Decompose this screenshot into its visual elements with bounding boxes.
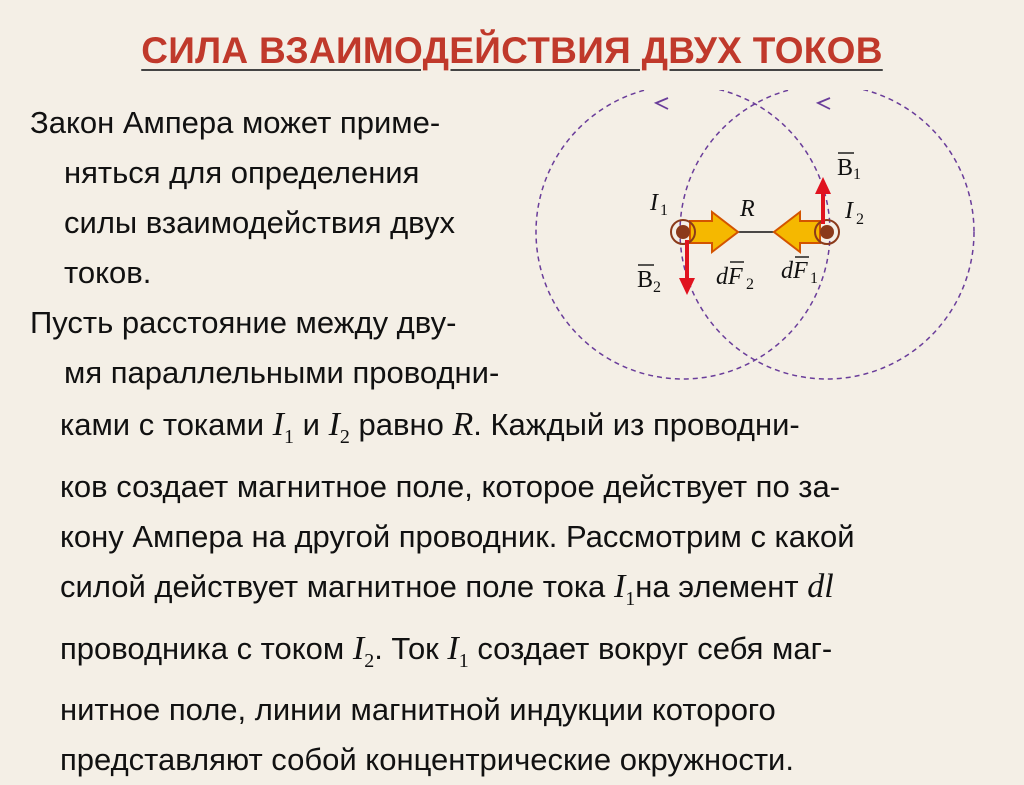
field-direction-arrow-2	[818, 98, 830, 109]
label-I1	[649, 190, 668, 219]
para-line2: ков создает магнитное поле, которое действует по за-	[60, 468, 841, 504]
para-line4-b: на элемент	[635, 568, 799, 604]
math-I1-a	[272, 406, 294, 448]
para-line4	[60, 562, 855, 624]
math-I1-c	[447, 629, 469, 672]
para-line1-d: . Каждый из проводни-	[473, 407, 800, 442]
label-I1-sub: 1	[660, 202, 668, 219]
math-I: I	[328, 406, 340, 443]
label-B2-sub: 2	[653, 279, 661, 296]
label-I2	[844, 198, 864, 228]
math-dl: dl	[807, 567, 834, 605]
para-line5-b: . Ток	[374, 630, 439, 666]
para-line5-a: проводника с током	[60, 630, 345, 666]
force-arrow-dF2	[690, 212, 738, 252]
para-line1-c: равно	[358, 407, 444, 442]
label-I2-sub: 2	[856, 211, 864, 228]
math-sub: 1	[625, 587, 636, 610]
math-I: I	[613, 567, 626, 605]
label-B1-sub: 1	[853, 166, 861, 183]
bullet1-line4: токов.	[64, 255, 152, 290]
conductor-2-dot	[820, 225, 834, 239]
force-arrow-dF1	[774, 212, 820, 252]
label-B1-letter: B	[837, 155, 854, 181]
label-B2	[637, 265, 661, 296]
para-line7: представляют собой концентрические окружности.	[60, 742, 794, 778]
math-sub: 2	[339, 425, 350, 448]
label-dF2-sub: 2	[746, 276, 754, 293]
math-I: I	[352, 629, 365, 667]
para-line5	[60, 624, 855, 686]
para-line1-b: и	[302, 407, 320, 442]
math-I2-a	[328, 406, 350, 448]
bullet2-line1: Пусть расстояние между дву-	[30, 305, 457, 340]
para-line6: нитное поле, линии магнитной индукции которого	[60, 692, 776, 728]
label-dF1-sub: 1	[810, 270, 818, 287]
math-I: I	[447, 629, 459, 667]
para-line3: кону Ампера на другой проводник. Рассмотрим с какой	[60, 518, 855, 554]
slide-title-text: СИЛА ВЗАИМОДЕЙСТВИЯ ДВУХ ТОКОВ	[141, 30, 883, 71]
field-direction-arrow-1	[656, 98, 668, 109]
label-dF1-letters: dF	[781, 258, 808, 284]
math-I1-b	[613, 567, 636, 610]
math-R: R	[452, 406, 474, 443]
para-line1	[60, 400, 855, 462]
para-line1-a: ками с токами	[60, 407, 265, 442]
bullet1-line3: силы взаимодействия двух	[64, 205, 455, 240]
label-B1	[837, 153, 861, 183]
label-dF2-letters: dF	[716, 264, 743, 290]
label-I2-letter: I	[845, 198, 853, 224]
math-sub: 1	[458, 649, 469, 672]
label-B2-letter: B	[637, 267, 654, 293]
para-line5-c: создает вокруг себя маг-	[477, 630, 833, 666]
bullet1-line2: няться для определения	[64, 155, 420, 190]
field-arrow-B1-head	[815, 177, 831, 194]
bullet-ampere-law	[30, 98, 455, 298]
label-I1-letter: I	[650, 190, 658, 216]
bullet1-line1: Закон Ампера может приме-	[30, 105, 441, 140]
bullet2-line2: мя параллельными проводни-	[64, 355, 500, 390]
two-currents-diagram	[530, 90, 990, 380]
paragraph	[60, 400, 855, 785]
math-sub: 2	[364, 649, 375, 672]
slide-title	[0, 30, 1024, 72]
math-I2-b	[352, 629, 375, 672]
bullet-distance	[30, 298, 499, 398]
conductor-1-dot	[676, 225, 690, 239]
label-dF1	[781, 257, 818, 287]
label-dF2	[716, 262, 754, 293]
math-I: I	[272, 406, 284, 443]
label-R: R	[740, 196, 755, 222]
para-line4-a: силой действует магнитное поле тока	[60, 568, 606, 604]
math-sub: 1	[284, 425, 294, 448]
